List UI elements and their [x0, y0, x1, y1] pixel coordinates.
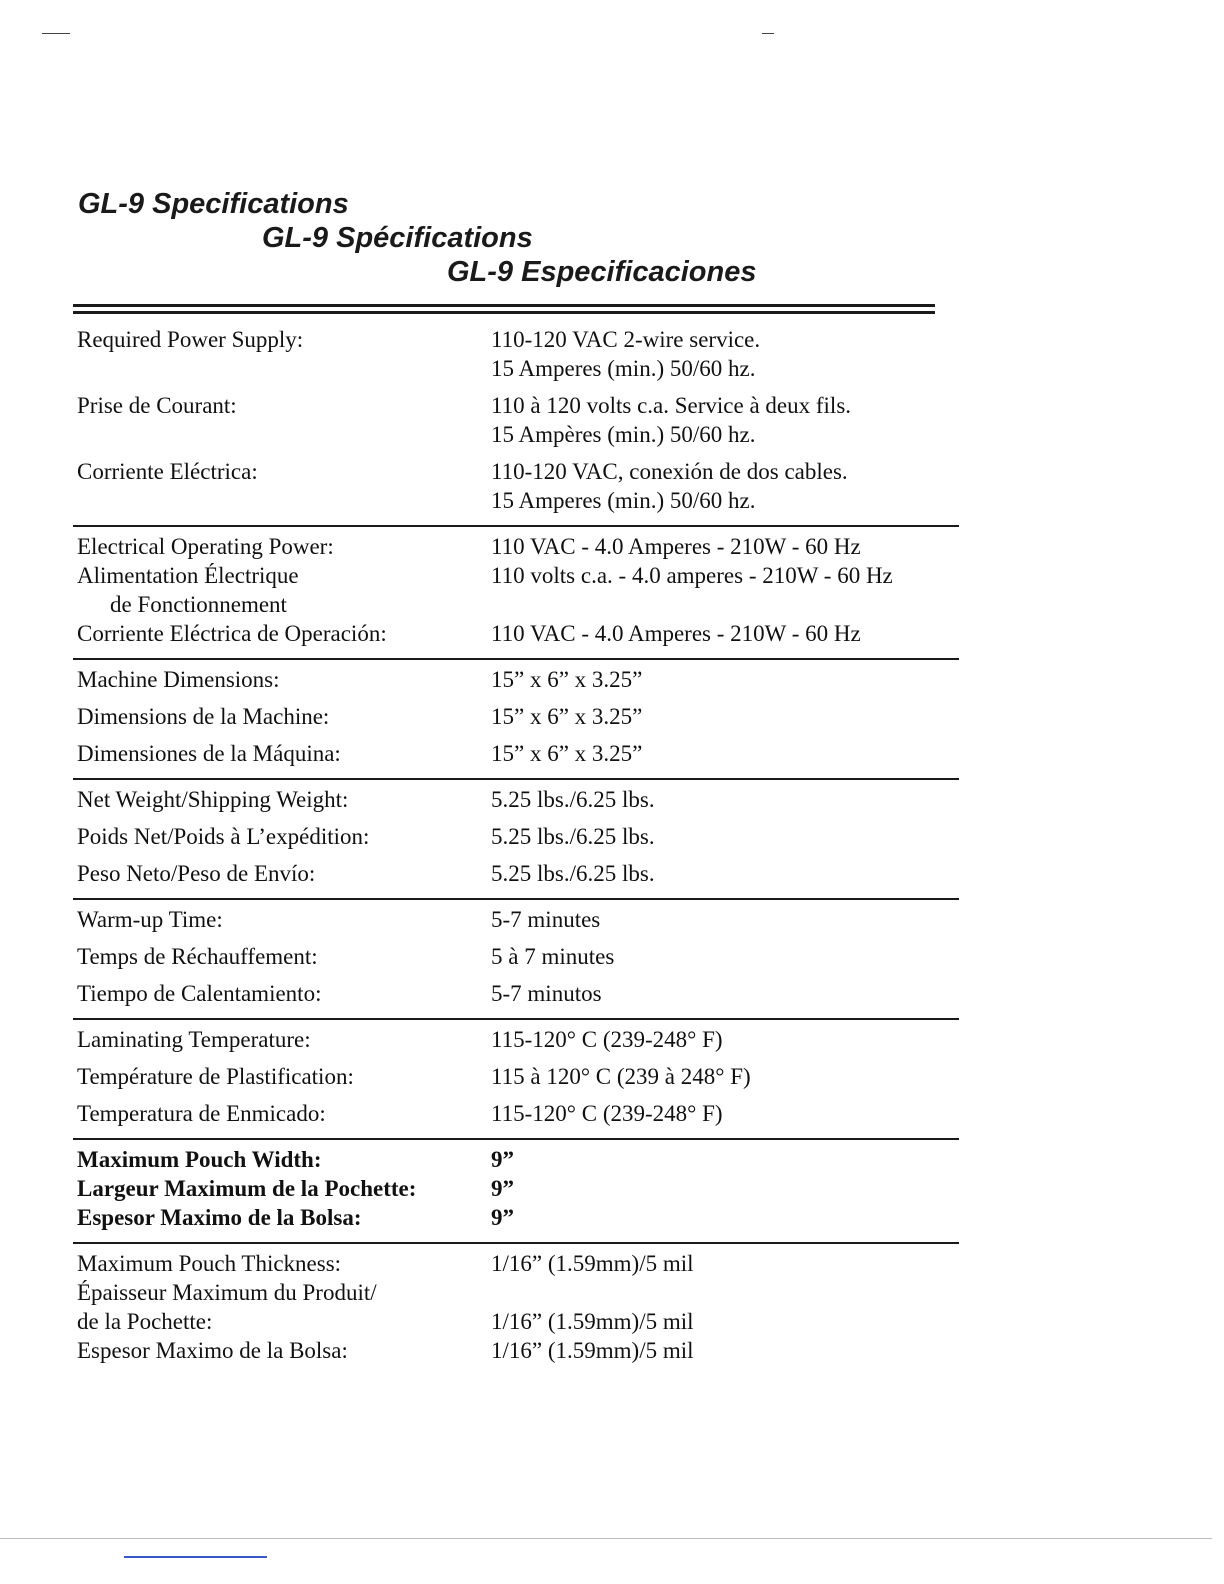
spec-value: 9”: [491, 1205, 514, 1230]
spec-label: Temperatura de Enmicado:: [77, 1101, 326, 1126]
spec-value: 110 à 120 volts c.a. Service à deux fils.: [491, 393, 852, 418]
spec-value: 9”: [491, 1176, 514, 1201]
spec-label: Peso Neto/Peso de Envío:: [77, 861, 316, 886]
spec-label: Maximum Pouch Width:: [77, 1147, 322, 1172]
spec-label: Prise de Courant:: [77, 393, 237, 418]
footer-link-underline: [124, 1556, 267, 1558]
spec-value: 15 Ampères (min.) 50/60 hz.: [491, 422, 756, 447]
spec-label: Épaisseur Maximum du Produit/: [77, 1280, 377, 1305]
spec-row-warm-up: [73, 900, 959, 1020]
spec-value: 15 Amperes (min.) 50/60 hz.: [491, 488, 756, 513]
spec-value: [491, 590, 959, 619]
spec-label: Tiempo de Calentamiento:: [77, 981, 322, 1006]
scan-mark-center: [762, 33, 774, 34]
spec-label: Espesor Maximo de la Bolsa:: [77, 1338, 348, 1363]
spec-label: [77, 354, 491, 383]
spec-label-column-power-supply: [77, 325, 491, 515]
spec-label: Température de Plastification:: [77, 1064, 354, 1089]
spec-value: 5-7 minutes: [491, 907, 601, 932]
spec-value: 5.25 lbs./6.25 lbs.: [491, 787, 655, 812]
spec-label: Poids Net/Poids à L’expédition:: [77, 824, 370, 849]
spec-value-column-power-supply: [491, 325, 959, 515]
spec-value: 15” x 6” x 3.25”: [491, 704, 643, 729]
spec-value: [491, 1278, 959, 1307]
spec-value: 9”: [491, 1147, 514, 1172]
spec-value: 1/16” (1.59mm)/5 mil: [491, 1309, 694, 1334]
spec-label-column-machine-dimensions: [77, 665, 491, 768]
spec-label-column-operating-power: [77, 532, 491, 648]
spec-value: 5.25 lbs./6.25 lbs.: [491, 861, 655, 886]
spec-value: 110-120 VAC 2-wire service.: [491, 327, 761, 352]
spec-value: 1/16” (1.59mm)/5 mil: [491, 1251, 694, 1276]
spec-row-pouch-width: [73, 1140, 959, 1244]
spec-label-column-warm-up: [77, 905, 491, 1008]
spec-label-column-pouch-width: [77, 1145, 491, 1232]
spec-value-column-pouch-thickness: [491, 1249, 959, 1365]
spec-label: Required Power Supply:: [77, 327, 304, 352]
spec-label: [77, 486, 491, 515]
spec-label: Electrical Operating Power:: [77, 534, 334, 559]
spec-value: 115-120° C (239-248° F): [491, 1027, 723, 1052]
spec-row-power-supply: [73, 320, 959, 527]
spec-label: [77, 420, 491, 449]
spec-value: 110 VAC - 4.0 Amperes - 210W - 60 Hz: [491, 621, 861, 646]
spec-label: Corriente Eléctrica:: [77, 459, 258, 484]
spec-value: 5.25 lbs./6.25 lbs.: [491, 824, 655, 849]
spec-value: 115 à 120° C (239 à 248° F): [491, 1064, 751, 1089]
spec-value: 110 volts c.a. - 4.0 amperes - 210W - 60 Hz: [491, 563, 893, 588]
spec-label: Net Weight/Shipping Weight:: [77, 787, 349, 812]
spec-label: Machine Dimensions:: [77, 667, 280, 692]
spec-label-column-temperature: [77, 1025, 491, 1128]
spec-value-column-operating-power: [491, 532, 959, 648]
spec-label-column-weight: [77, 785, 491, 888]
spec-value: 115-120° C (239-248° F): [491, 1101, 723, 1126]
spec-value-column-pouch-width: [491, 1145, 959, 1232]
heading-rule-top: [73, 304, 935, 307]
spec-value: 110 VAC - 4.0 Amperes - 210W - 60 Hz: [491, 534, 861, 559]
spec-label: Laminating Temperature:: [77, 1027, 311, 1052]
spec-label: Dimensiones de la Máquina:: [77, 741, 341, 766]
spec-value: 1/16” (1.59mm)/5 mil: [491, 1338, 694, 1363]
spec-value-column-warm-up: [491, 905, 959, 1008]
heading-french: GL-9 Spécifications: [262, 222, 533, 254]
heading-spanish: GL-9 Especificaciones: [447, 256, 757, 288]
spec-value: 110-120 VAC, conexión de dos cables.: [491, 459, 848, 484]
spec-row-machine-dimensions: [73, 660, 959, 780]
spec-label: Dimensions de la Machine:: [77, 704, 330, 729]
spec-label: Temps de Réchauffement:: [77, 944, 318, 969]
spec-value: 5 à 7 minutes: [491, 944, 615, 969]
specifications-table: [73, 320, 959, 1375]
footer-rule: [0, 1538, 1212, 1539]
spec-value: 15” x 6” x 3.25”: [491, 667, 643, 692]
spec-label: Warm-up Time:: [77, 907, 223, 932]
spec-value: 5-7 minutos: [491, 981, 602, 1006]
spec-label: de la Pochette:: [77, 1309, 213, 1334]
spec-label: Corriente Eléctrica de Operación:: [77, 621, 387, 646]
spec-label: de Fonctionnement: [110, 592, 287, 617]
spec-label: Maximum Pouch Thickness:: [77, 1251, 342, 1276]
spec-value: 15 Amperes (min.) 50/60 hz.: [491, 356, 756, 381]
spec-row-operating-power: [73, 527, 959, 660]
spec-value-column-temperature: [491, 1025, 959, 1128]
scan-mark-left: [42, 33, 70, 34]
spec-label: Largeur Maximum de la Pochette:: [77, 1176, 417, 1201]
spec-label-column-pouch-thickness: [77, 1249, 491, 1365]
spec-value-column-machine-dimensions: [491, 665, 959, 768]
spec-row-weight: [73, 780, 959, 900]
spec-row-temperature: [73, 1020, 959, 1140]
spec-value: 15” x 6” x 3.25”: [491, 741, 643, 766]
spec-value-column-weight: [491, 785, 959, 888]
spec-label: Espesor Maximo de la Bolsa:: [77, 1205, 362, 1230]
heading-english: GL-9 Specifications: [78, 188, 349, 220]
heading-rule-bottom: [73, 311, 935, 314]
spec-row-pouch-thickness: [73, 1244, 959, 1375]
spec-label: Alimentation Électrique: [77, 563, 299, 588]
